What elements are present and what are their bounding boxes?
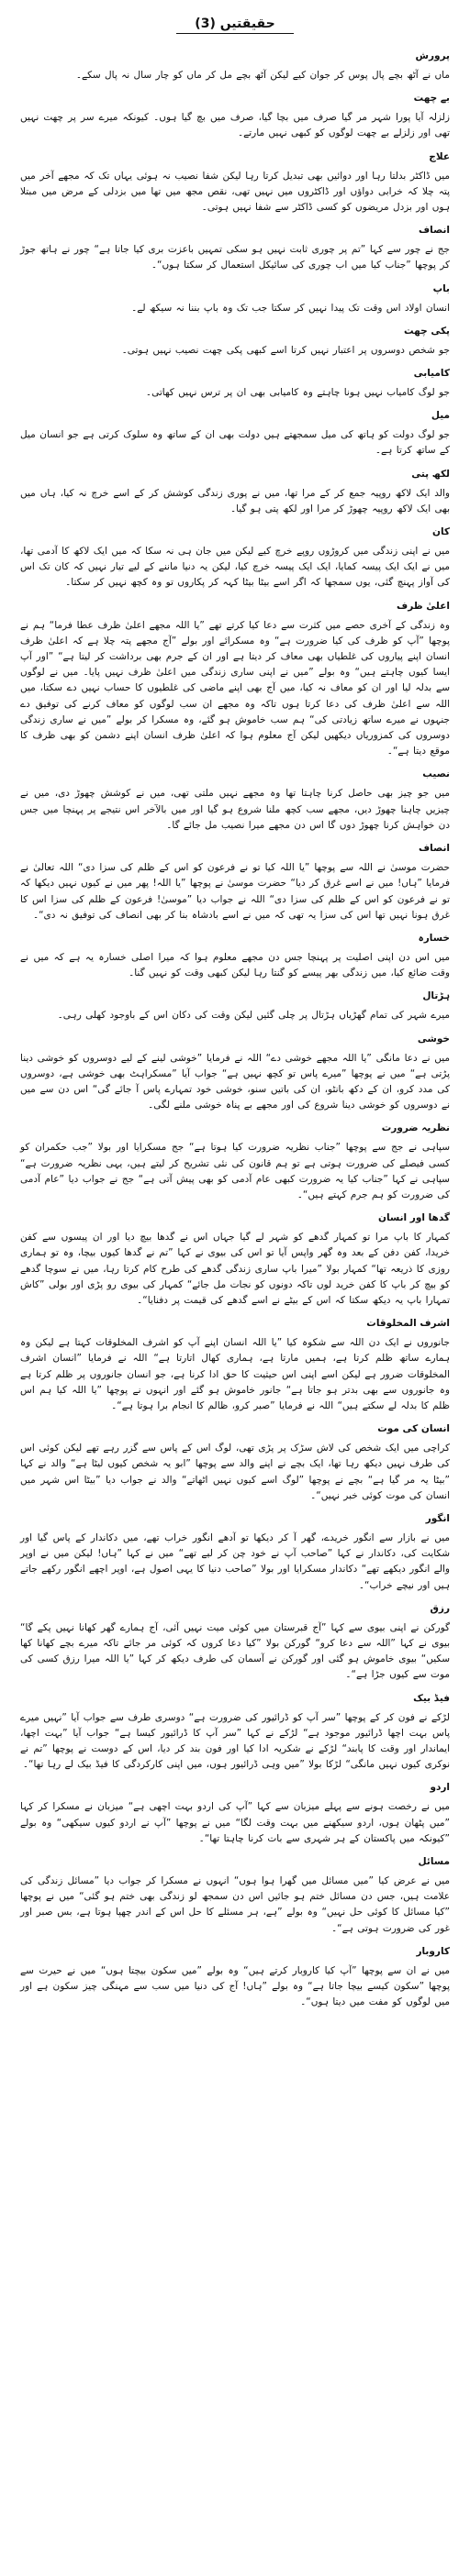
section-heading: ہڑتال	[422, 990, 450, 1002]
section-body: حضرت موسیٰ نے اللہ سے پوچھا ”یا اللہ کیا تو نے فرعون کو اس کے ظلم کی سزا دی“ اللہ تعالیٰ نے فرمایا ”ہاں! میں نے اسے غرق کر دیا“ حضرت موسیٰ نے پوچھا ”یا اللہ! پھر میں نے کیوں نہیں دیکھا کہ تو نے فرعون کو اس کے ظلم کی سزا دی“ اللہ نے جواب دیا ”موسیٰ! فرعون کے ظلم کی سزا اس کا غرق ہونا نہیں تھا اس کی سزا یہ تھی کہ میں نے اسے بادشاہ بنا کر بھی انصاف کی توفیق نہ دی“۔	[20, 862, 450, 921]
article-sections	[20, 50, 450, 2010]
article-section	[20, 409, 450, 459]
section-body: میں ڈاکٹر بدلتا رہا اور دوائیں بھی تبدیل کرتا رہا لیکن شفا نصیب نہ ہوئی یہاں تک کہ مجھے آخر میں پتہ چلا کہ خرابی دواؤں اور ڈاکٹروں میں نہیں تھی، نقص مجھ میں تھا میں بزدلی کے مرض میں مبتلا ہوں اور بزدل مریضوں کو کسی ڈاکٹر سے شفا نہیں ہوتی۔	[20, 170, 450, 214]
section-heading: کامیابی	[413, 368, 450, 380]
section-heading: انگور	[425, 1512, 450, 1524]
section-body: میں نے اپنی زندگی میں کروڑوں روپے خرچ کیے لیکن میں جان ہی نہ سکا کہ میں ایک لاکھ کا آدمی تھا، میں نے ایک ایک پیسہ کمایا، ایک ایک پیسہ خرچ کیا، لیکن یہ دنیا ماننے کے لیے تیار نہیں کہ کان تک اس کی آواز پہنچ گئی، یوں سمجھا کہ اگر اسے بیٹا بیٹا کہہ کر پکاروں تو وہ کچھ نہیں کر سکتا۔	[20, 546, 450, 589]
section-body: جو شخص دوسروں پر اعتبار نہیں کرتا اسے کبھی پکی چھت نصیب نہیں ہوتی۔	[121, 344, 450, 356]
article-section	[20, 1122, 450, 1203]
section-heading: خوشی	[417, 1033, 450, 1045]
section-heading: لکھ پتی	[411, 468, 450, 480]
article-section	[20, 282, 450, 316]
section-heading: انصاف	[418, 225, 450, 237]
section-body: کراچی میں ایک شخص کی لاش سڑک پر پڑی تھی، لوگ اس کے پاس سے گزر رہے تھے لیکن کوئی اس کی طرف نہیں دیکھ رہا تھا، ایک بچے نے اپنے والد سے پوچھا ”ابو یہ شخص کیوں لیٹا ہے“ والد نے کہا ”بیٹا یہ مر گیا ہے“ بچے نے پوچھا ”لوگ اسے کیوں نہیں اٹھاتے“ والد نے جواب دیا ”بیٹا اس شہر میں انسان کی موت کوئی خبر نہیں“۔	[20, 1443, 450, 1501]
article-section	[20, 325, 450, 359]
section-body: جو لوگ دولت کو ہاتھ کی میل سمجھتے ہیں دولت بھی ان کے ساتھ وہ سلوک کرتی ہے جو انسان میل کے ساتھ کرتا ہے۔	[20, 429, 450, 457]
article-section	[20, 1692, 450, 1774]
section-heading: گدھا اور انسان	[377, 1212, 450, 1224]
section-heading: انسان کی موت	[377, 1423, 450, 1435]
article-section	[20, 989, 450, 1023]
section-body: میں نے بازار سے انگور خریدے، گھر آ کر دیکھا تو آدھے انگور خراب تھے، میں دکاندار کے پاس گیا اور شکایت کی، دکاندار نے کہا ”صاحب آپ نے خود چن کر لیے تھے“ میں نے کہا ”ہاں! لیکن میں نے اوپر والے انگور دیکھے تھے“ دکاندار مسکرایا اور بولا ”صاحب دنیا کا یہی اصول ہے، اوپر اچھے انگور رکھے جاتے ہیں اور نیچے خراب“۔	[20, 1531, 450, 1591]
section-body: ماں نے آٹھ بچے پال پوس کر جوان کیے لیکن آٹھ بچے مل کر ماں کو چار سال نہ پال سکے۔	[75, 70, 450, 81]
section-heading: نصیب	[422, 768, 450, 780]
section-body: لڑکے نے فون کر کے پوچھا ”سر آپ کو ڈرائیور کی ضرورت ہے“ دوسری طرف سے جواب آیا ”نہیں میرے پاس بہت اچھا ڈرائیور موجود ہے“ لڑکے نے کہا ”سر آپ کا ڈرائیور کیسا ہے“ جواب آیا ”بہت اچھا، ایماندار اور وقت کا پابند“ لڑکے نے شکریہ ادا کیا اور فون بند کر دیا، اس کے دوست نے پوچھا ”تم نے نوکری کیوں نہیں مانگی“ لڑکا بولا ”میں وہی ڈرائیور ہوں، میں اپنی کارکردگی کا فیڈ بیک لے رہا تھا“۔	[20, 1711, 450, 1771]
article-section	[20, 1211, 450, 1309]
section-body: میں نے ان سے پوچھا ”آپ کیا کاروبار کرتے ہیں“ وہ بولے ”میں سکون بیچتا ہوں“ میں نے حیرت سے پوچھا ”سکون کیسے بیچا جاتا ہے“ وہ بولے ”ہاں! آج کی دنیا میں سب سے مہنگی چیز سکون ہے اور میں لوگوں کو مفت میں دیتا ہوں“۔	[20, 1964, 450, 2008]
section-body: کمہار کا باپ مرا تو کمہار گدھے کو شہر لے گیا جہاں اس نے گدھا بیچ دیا اور ان پیسوں سے کفن خریدا، کفن دفن کے بعد وہ گھر واپس آیا تو اس کی بیوی نے کہا ”تم نے گدھا کیوں بیچا، وہ تو ہماری روزی کا ذریعہ تھا“ کمہار بولا ”میرا باپ ساری زندگی گدھے کی طرح کام کرتا رہا، میں نے سوچا گدھے کو بیچ کر باپ کا کفن خرید لوں تاکہ دونوں کو نجات مل جائے“ کمہار کی بیوی رو پڑی اور بولی ”کاش تمہارا باپ یہ دیکھ سکتا کہ اس کے بیٹے نے اسے گدھے کی قیمت پر دفنایا“۔	[20, 1232, 450, 1306]
article-section	[20, 1512, 450, 1594]
article-section	[20, 150, 450, 216]
section-heading: پکی چھت	[404, 325, 450, 337]
section-heading: مسائل	[418, 1856, 450, 1868]
article-section	[20, 525, 450, 591]
section-body: میرے شہر کی تمام گھڑیاں ہڑتال پر چلی گئیں لیکن وقت کی دکان اس کے باوجود کھلی رہی۔	[57, 1010, 450, 1022]
section-heading: علاج	[429, 150, 450, 162]
article-section	[20, 842, 450, 923]
section-heading: باپ	[432, 282, 450, 294]
article-section	[20, 367, 450, 401]
article-section	[20, 468, 450, 517]
section-heading: کان	[431, 526, 450, 538]
section-body: میں نے عرض کیا ”میں مسائل میں گھرا ہوا ہوں“ انہوں نے مسکرا کر جواب دیا ”مسائل زندگی کی علامت ہیں، جس دن مسائل ختم ہو جائیں اس دن سمجھ لو زندگی بھی ختم ہو گئی“ میں نے پوچھا ”کیا مسائل کا کوئی حل نہیں“ وہ بولے ”ہے، ہر مسئلے کا حل اس کے اندر چھپا ہوتا ہے، بس صبر اور غور کی ضرورت ہوتی ہے“۔	[20, 1875, 450, 1934]
section-body: میں اس دن اپنی اصلیت پر پہنچا جس دن مجھے معلوم ہوا کہ میرا اصلی خسارہ یہ ہے کہ میں نے وقت ضائع کیا، میں زندگی بھر پیسے کو گنتا رہا لیکن کبھی وقت کو نہیں گنا۔	[20, 951, 450, 979]
section-heading: رزق	[430, 1602, 450, 1614]
article-section	[20, 1855, 450, 1937]
section-body: زلزلہ آیا پورا شہر مر گیا صرف میں بچا گیا، صرف میں بچ گیا ہوں۔ کیونکہ میرے سر پر چھت نہیں تھی اور زلزلے بے چھت لوگوں کو کبھی نہیں مارتے۔	[20, 112, 450, 139]
section-heading: اشرف المخلوقات	[366, 1318, 450, 1330]
article-section	[20, 1781, 450, 1847]
section-body: گورکن نے اپنی بیوی سے کہا ”آج قبرستان میں کوئی میت نہیں آئی، آج ہمارے گھر کھانا نہیں پکے گا“ بیوی نے کہا ”اللہ سے دعا کرو“ گورکن بولا ”کیا دعا کروں کہ کوئی مر جائے تاکہ میرے بچے کھانا کھا سکیں“ بیوی خاموش ہو گئی اور گورکن نے آسمان کی طرف دیکھ کر کہا ”یا اللہ میرا رزق کسی کی موت سے کیوں جڑا ہے“۔	[20, 1621, 450, 1681]
section-heading: اردو	[430, 1782, 450, 1794]
article-section	[20, 1422, 450, 1504]
article-section	[20, 1317, 450, 1414]
section-heading: اعلیٰ ظرف	[397, 600, 450, 612]
section-heading: بے چھت	[413, 93, 450, 105]
section-body: والد ایک لاکھ روپیہ جمع کر کے مرا تھا، میں نے پوری زندگی کوشش کر کے اسے خرچ نہ کیا، ہاں میں بھی ایک لاکھ روپیہ چھوڑ کر مرا اور لکھ پتی ہو گیا۔	[20, 487, 450, 514]
section-body: انسان اولاد اس وقت تک پیدا نہیں کر سکتا جب تک وہ باپ بننا نہ سیکھ لے۔	[131, 302, 450, 314]
section-heading: فیڈ بیک	[413, 1692, 450, 1704]
article-section	[20, 932, 450, 981]
section-body: جج نے چور سے کہا ”تم پر چوری ثابت نہیں ہو سکی تمہیں باعزت بری کیا جاتا ہے“ چور نے ہاتھ جوڑ کر پوچھا ”جناب کیا میں اب چوری کی سائیکل استعمال کر سکتا ہوں“۔	[20, 244, 450, 271]
article-section	[20, 50, 450, 83]
section-body: جانوروں نے ایک دن اللہ سے شکوہ کیا ”یا اللہ انسان اپنے آپ کو اشرف المخلوقات کہتا ہے لیکن وہ ہمارے ساتھ ظلم کرتا ہے، ہمیں مارتا ہے، ہماری کھال اتارتا ہے“ اللہ نے فرمایا ”انسان اشرف المخلوقات ضرور ہے لیکن اسے اپنی اس حیثیت کا حق ادا کرنا ہے، جو انسان جانوروں پر ظلم کرتا ہے وہ جانوروں سے بھی بدتر ہو جاتا ہے“ جانور خاموش ہو گئے اور انہوں نے پوچھا ”یا اللہ کیا ہم اس ظلم کا بدلہ لے سکتے ہیں“ اللہ نے فرمایا ”صبر کرو، ظالم کا انجام برا ہوتا ہے“۔	[20, 1337, 450, 1411]
section-heading: خسارہ	[418, 932, 450, 944]
article-title: حقیقتیں (3)	[20, 17, 450, 31]
section-heading: کاروبار	[416, 1945, 450, 1957]
article-section	[20, 224, 450, 273]
section-body: سپاہی نے جج سے پوچھا ”جناب نظریہ ضرورت کیا ہوتا ہے“ جج مسکرایا اور بولا ”جب حکمران کو کسی فیصلے کی ضرورت ہوتی ہے تو ہم قانون کی نئی تشریح کر لیتے ہیں، یہی نظریہ ضرورت ہے“ سپاہی نے کہا ”جناب کیا یہ ضرورت کبھی عام آدمی کو بھی پیش آتی ہے“ جج نے جواب دیا ”عام آدمی کی ضرورت کو ہم جرم کہتے ہیں“۔	[20, 1142, 450, 1200]
article-section	[20, 1945, 450, 2011]
section-body: جو لوگ کامیاب نہیں ہونا چاہتے وہ کامیابی بھی ان پر ترس نہیں کھاتی۔	[145, 387, 450, 399]
section-body: میں جو چیز بھی حاصل کرنا چاہتا تھا وہ مجھے نہیں ملتی تھی، میں نے کوشش چھوڑ دی، میں نے چیزیں چاہنا چھوڑ دیں، مجھے سب کچھ ملنا شروع ہو گیا اور میں بالآخر اس نتیجے پر پہنچا میں جس دن خواہش کرنا چھوڑ دوں گا اس دن مجھے میرا نصیب مل جائے گا۔	[20, 788, 450, 831]
section-body: میں نے رخصت ہونے سے پہلے میزبان سے کہا ”آپ کی اردو بہت اچھی ہے“ میزبان نے مسکرا کر کہا ”میں پٹھان ہوں، اردو سیکھنے میں بہت وقت لگا“ میں نے پوچھا ”آپ نے اردو کیوں سیکھی“ وہ بولے ”کیونکہ میں پاکستان کے ہر شہری سے بات کرنا چاہتا تھا“۔	[20, 1801, 450, 1844]
section-body: میں نے دعا مانگی ”یا اللہ مجھے خوشی دے“ اللہ نے فرمایا ”خوشی لینے کے لیے دوسروں کو خوشی دینا پڑتی ہے“ میں نے پوچھا ”میرے پاس تو کچھ نہیں ہے“ جواب آیا ”مسکراہٹ بھی خوشی ہے، دوسروں کی مدد کرو، ان کے دکھ بانٹو، ان کی باتیں سنو، خوشی خود تمہارے پاس آ جائے گی“ اس دن سے میں نے دوسروں کو خوشی دینا شروع کی اور مجھے بے پناہ خوشی ملنے لگی۔	[20, 1052, 450, 1111]
section-body: وہ زندگی کے آخری حصے میں کثرت سے دعا کیا کرتے تھے ”یا اللہ مجھے اعلیٰ ظرف عطا فرما“ ہم نے پوچھا ”آپ کو ظرف کی کیا ضرورت ہے“ وہ مسکرائے اور بولے ”آج مجھے پتہ چلا ہے کہ اعلیٰ ظرف انسان اپنے پیاروں کی غلطیاں بھی معاف کر دیتا ہے اور ان کے جرم بھی برداشت کر لیتا ہے“ ”اور آپ ایسا کیوں چاہتے ہیں“ وہ بولے ”میں نے اپنی ساری زندگی میں اعلیٰ ظرف نہیں پایا۔ میں نے لوگوں سے بدلہ لیا اور ان کو معاف نہ کیا، میں آج بھی اپنے ماضی کی غلطیوں کا حساب نہیں دے سکتا، میں اللہ سے اعلیٰ ظرف کی دعا کرتا ہوں تاکہ وہ مجھے ان سب لوگوں کو معاف کرنے کی توفیق دے جنہوں نے میرے ساتھ زیادتی کی“ ہم سب خاموش ہو گئے، وہ مسکرا کر بولے ”میں نے ساری زندگی دوسروں کی کمزوریاں دیکھیں لیکن آج معلوم ہوا کہ اعلیٰ ظرف انسان اپنے دشمن کو بھی ظرف کا موقع دیتا ہے“۔	[20, 619, 450, 757]
article-section	[20, 600, 450, 760]
article-section	[20, 1033, 450, 1114]
section-heading: پرورش	[415, 50, 450, 61]
section-heading: میل	[431, 410, 450, 422]
article-section	[20, 1602, 450, 1684]
section-heading: انصاف	[418, 843, 450, 855]
section-heading: نظریہ ضرورت	[381, 1122, 450, 1134]
article-section	[20, 92, 450, 141]
article-section	[20, 768, 450, 834]
